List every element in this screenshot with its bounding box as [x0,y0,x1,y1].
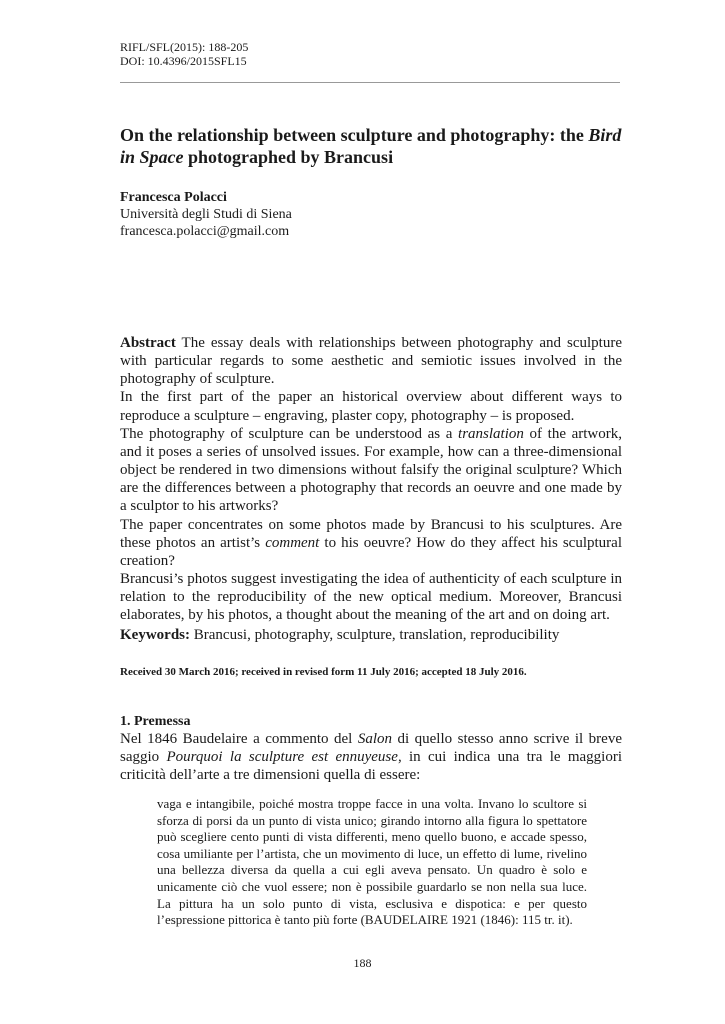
title-italic: Bird in Space [120,125,622,167]
title-part2: photographed by Brancusi [183,147,394,167]
abstract-p3-italic: translation [458,425,524,442]
keywords-label: Keywords: [120,627,190,643]
section-heading: 1. Premessa [120,714,191,729]
section-body-a: Nel 1846 Baudelaire a commento del [120,731,358,747]
abstract-paragraph-5: Brancusi’s photos suggest investigating the idea of authenticity of each sculpture in relation to the reproducibility of the new optical medium. Moreover, Brancusi elaborates, by his photos, a thought about the meaning of the art and on doing art. [120,571,622,624]
author-affiliation: Università degli Studi di Siena [120,207,292,222]
author-email[interactable]: francesca.polacci@gmail.com [120,224,290,239]
abstract-p1-text: The essay deals with relationships between photography and sculpture with particular regards to some aesthetic and semiotic issues involved in the photography of sculpture. [120,335,622,388]
abstract-paragraph-4 [120,516,622,570]
journal-header [120,40,248,68]
keywords [120,626,622,644]
abstract-p4-italic: comment [265,534,320,551]
abstract-p3-b: of the artwork, and it poses a series of unsolved issues. For example, how can a three-dimensional object be rendered in two dimensions without falsify the original sculpture? Which are the differences between a photography that records an oeuvre and one made by a sculptor to his artworks? [120,425,623,515]
author-block [120,189,292,240]
abstract-p3-a: The photography of sculpture can be understood as a [120,425,459,442]
author-name: Francesca Polacci [120,190,227,205]
received-dates: Received 30 March 2016; received in revised form 11 July 2016; accepted 18 July 2016. [120,666,527,678]
abstract-paragraph-1 [120,334,622,388]
abstract [120,334,622,625]
section-body-b: di quello stesso anno scrive il breve saggio [120,731,622,765]
paper-title [120,124,622,168]
doi: DOI: 10.4396/2015SFL15 [120,54,247,68]
abstract-paragraph-3 [120,425,622,516]
section-premessa [120,713,622,784]
abstract-p4-b: to his oeuvre? How do they affect his sculptural creation? [120,534,622,569]
abstract-p4-a: The paper concentrates on some photos made by Brancusi to his sculptures. Are these photos an artist’s [120,516,622,551]
section-body [120,730,622,784]
abstract-label: Abstract [120,335,176,351]
journal-citation: RIFL/SFL(2015): 188-205 [120,40,249,54]
title-part1: On the relationship between sculpture and photography: the [120,125,589,145]
section-body-italic-1: Salon [357,731,392,747]
header-divider [120,82,620,83]
keywords-text: Brancusi, photography, sculpture, translation, reproducibility [190,627,560,643]
section-body-c: , in cui indica una tra le maggiori criticità dell’arte a tre dimensioni quella di essere: [120,749,622,783]
abstract-paragraph-2: In the first part of the paper an historical overview about different ways to reproduce a sculpture – engraving, plaster copy, photography – is proposed. [120,389,622,424]
block-quote: vaga e intangibile, poiché mostra troppe facce in una volta. Invano lo scultore si sforza di porsi da un punto di vista unico; girando intorno alla figura lo spettatore può scegliere cento punti di vista differenti, meno quello buono, e accade spesso, cosa umiliante per l’artista, che un movimento di luce, un effetto di lume, rivelino una bellezza diversa da quella a cui egli aveva pensato. Un quadro è solo e unicamente ciò che vuol essere; non è possibile guardarlo se non nella sua luce. La pittura ha un solo punto di vista, esclusiva e dispotica: e per questo l’espressione pittorica è tanto più forte (BAUDELAIRE 1921 (1846): 115 tr. it). [157,796,587,928]
section-body-italic-2: Pourquoi la sculpture est ennuyeuse [166,749,398,765]
page-number: 188 [353,956,372,970]
